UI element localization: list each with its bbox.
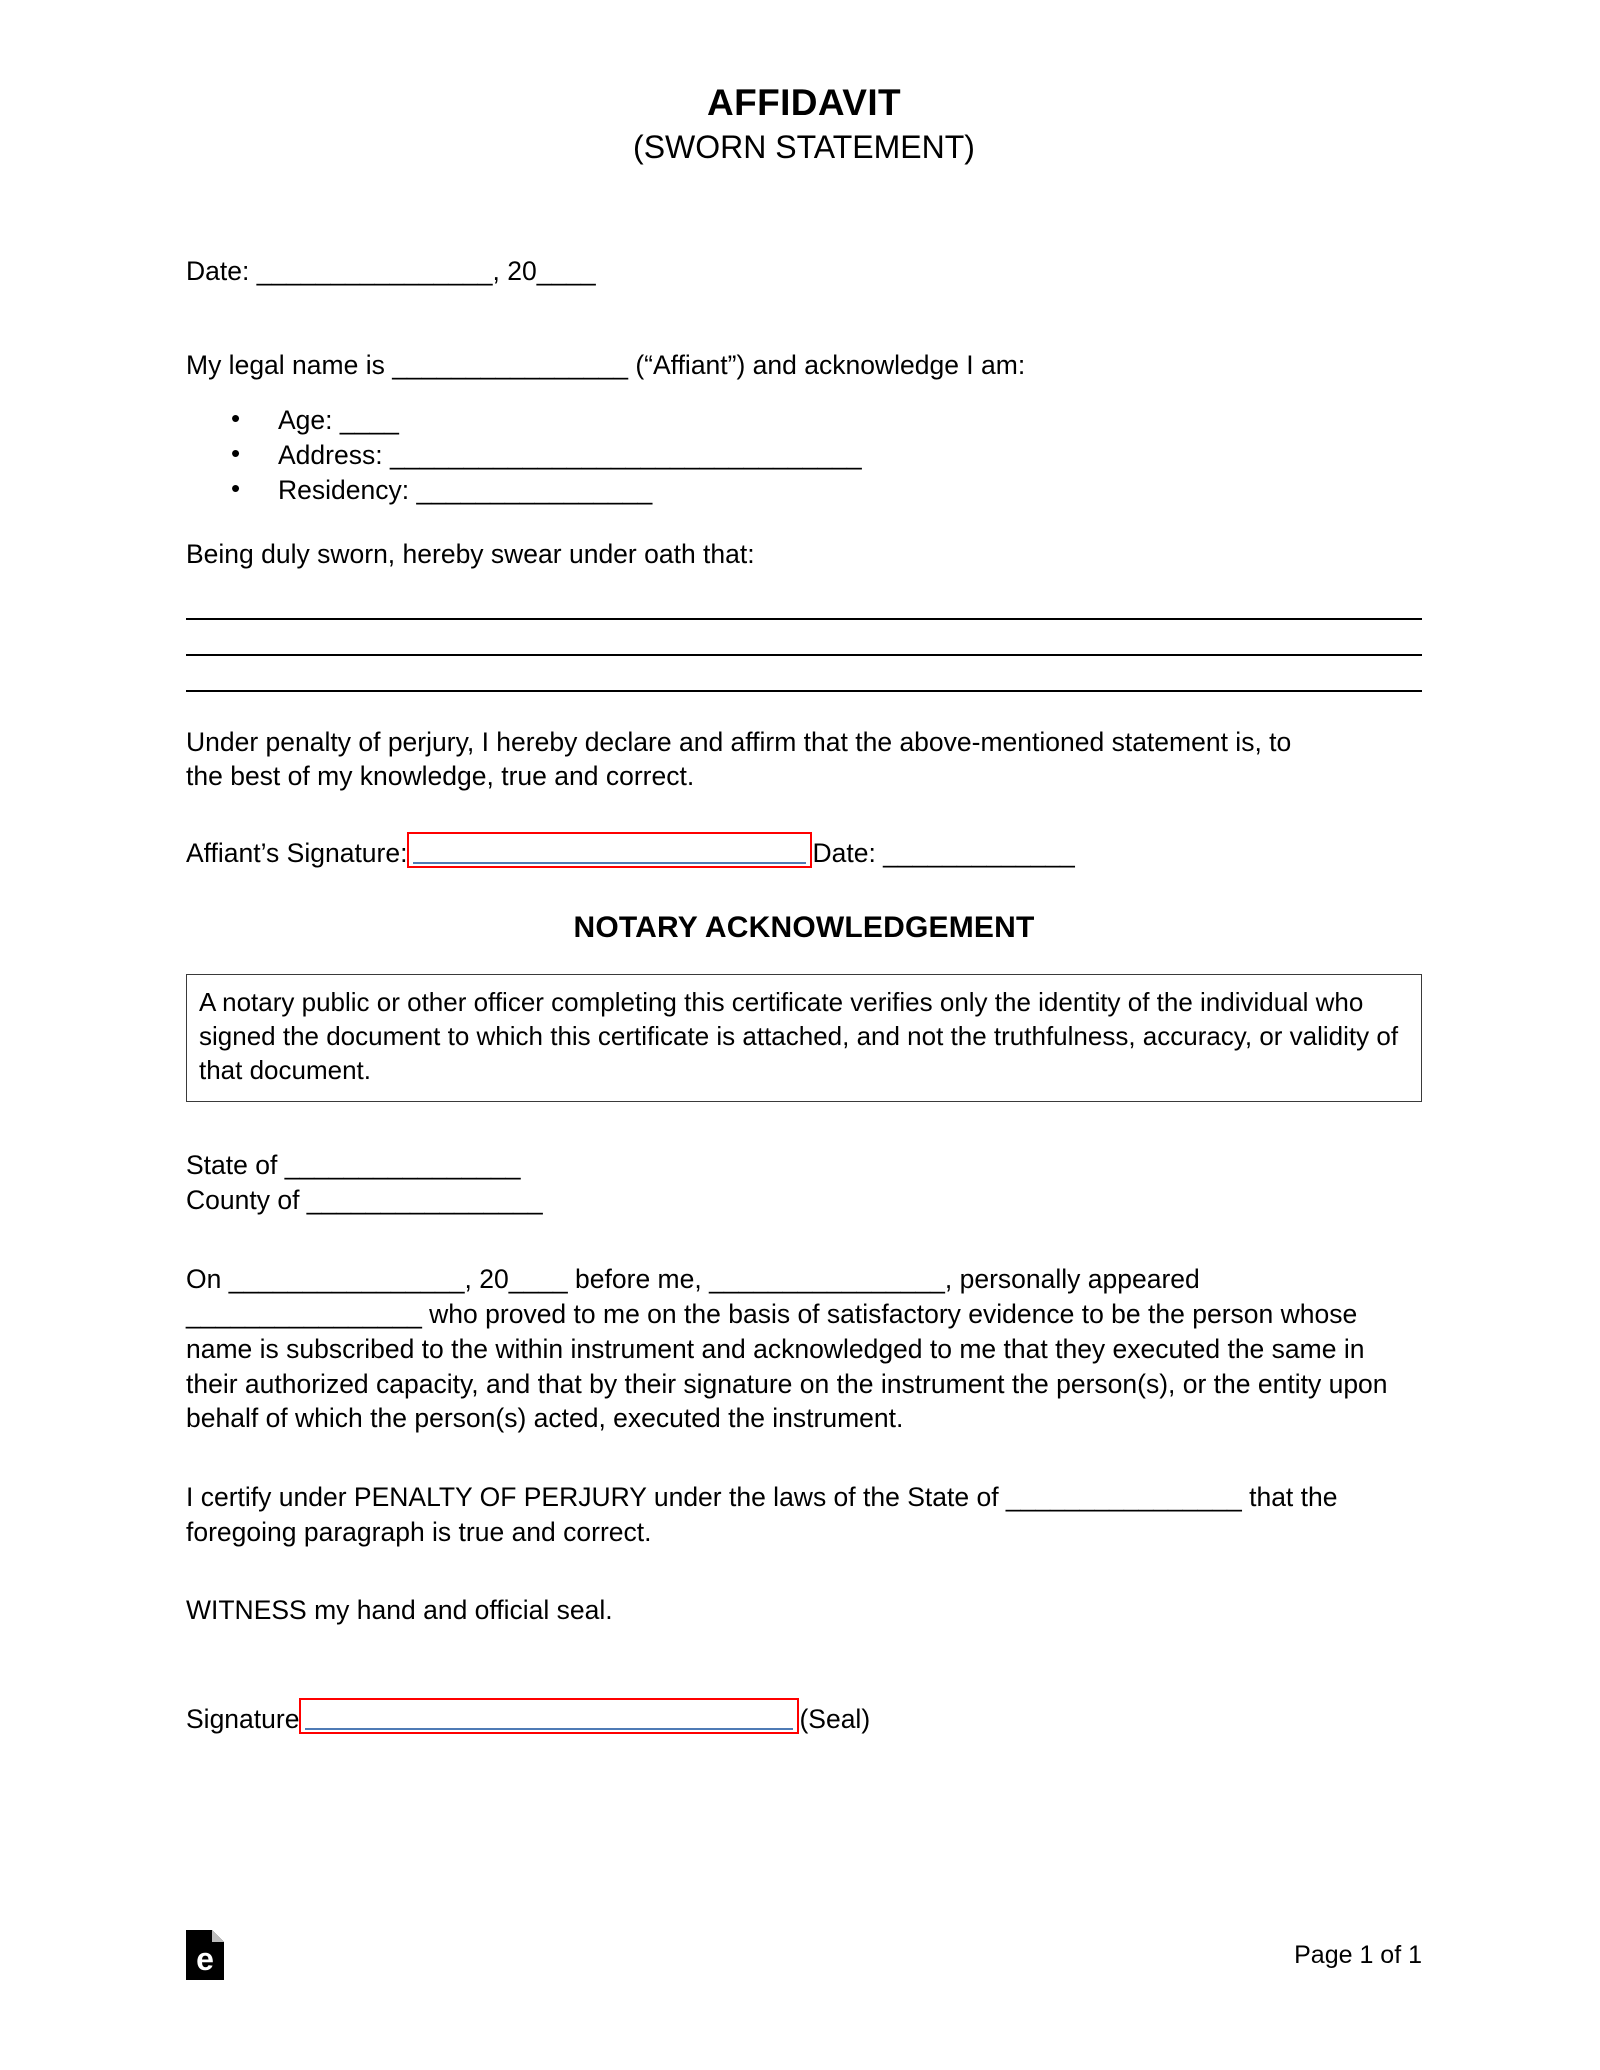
page-number: Page 1 of 1 — [1294, 1940, 1422, 1969]
sworn-statement-blank-lines[interactable] — [186, 584, 1422, 692]
affiant-date-label[interactable]: Date: _____________ — [812, 838, 1075, 869]
affiant-signature-label: Affiant’s Signature: — [186, 838, 408, 869]
bullet-icon: • — [231, 438, 241, 468]
sworn-statement-intro: Being duly sworn, hereby swear under oath that: — [186, 538, 755, 569]
blank-write-line[interactable] — [186, 620, 1422, 656]
list-item-label: Residency: ________________ — [278, 474, 653, 505]
list-item-label: Age: ____ — [278, 405, 399, 436]
notary-acknowledgement-heading: NOTARY ACKNOWLEDGEMENT — [573, 911, 1035, 945]
notary-seal-label: (Seal) — [799, 1704, 871, 1735]
notary-signature-label: Signature — [186, 1704, 300, 1735]
list-item-address[interactable] — [186, 438, 1422, 473]
state-line[interactable]: State of ________________ — [186, 1149, 521, 1180]
logo-letter: e — [196, 1941, 214, 1977]
notary-signature-input[interactable] — [299, 1698, 799, 1734]
eforms-logo — [186, 1930, 224, 1980]
list-item-residency[interactable] — [186, 473, 1422, 508]
notary-appearance-paragraph[interactable]: On ________________, 20____ before me, ________________, personally appeared ________________ who proved to me on the basis of satisfactory evidence to be the person whose name is subscribed to the within instrument and acknowledged to me that they executed the same in their authorized capacity, and that by their signature on the instrument the person(s), or the entity upon behalf of which the person(s) acted, executed the instrument. — [186, 1263, 1388, 1434]
date-line[interactable]: Date: ________________, 20____ — [186, 256, 596, 287]
blank-write-line[interactable] — [186, 656, 1422, 692]
document-content — [186, 0, 1422, 1735]
document-file-icon — [186, 1930, 224, 1980]
affiant-attributes-list — [186, 403, 1422, 508]
blank-write-line[interactable] — [186, 584, 1422, 620]
affiant-signature-input[interactable] — [407, 832, 812, 868]
bullet-icon: • — [231, 472, 241, 503]
legal-name-line[interactable]: My legal name is ________________ (“Affiant”) and acknowledge I am: — [186, 350, 1026, 381]
notary-disclosure-box: A notary public or other officer completing this certificate verifies only the identity of the individual who signed the document to which this certificate is attached, and not the truthfulness, accuracy, or validity of that document. — [186, 974, 1422, 1101]
county-line[interactable]: County of ________________ — [186, 1184, 543, 1215]
title-block — [186, 0, 1422, 169]
state-county-block — [186, 1148, 1422, 1218]
affiant-signature-row — [186, 832, 1422, 869]
notary-witness-line: WITNESS my hand and official seal. — [186, 1595, 613, 1626]
page-footer — [186, 1930, 1422, 1980]
list-item-label: Address: ________________________________ — [278, 440, 862, 470]
bullet-icon: • — [231, 403, 241, 434]
notary-signature-row — [186, 1698, 1422, 1735]
list-item-age[interactable] — [186, 403, 1422, 438]
notary-certify-paragraph[interactable]: I certify under PENALTY OF PERJURY under the laws of the State of ________________ that the foregoing paragraph is true and correct. — [186, 1482, 1338, 1548]
page-title: AFFIDAVIT — [706, 82, 902, 123]
page-subtitle: (SWORN STATEMENT) — [633, 129, 975, 166]
perjury-declaration-paragraph: Under penalty of perjury, I hereby declare and affirm that the above-mentioned statement is, to the best of my knowledge, true and correct. — [186, 726, 1292, 792]
